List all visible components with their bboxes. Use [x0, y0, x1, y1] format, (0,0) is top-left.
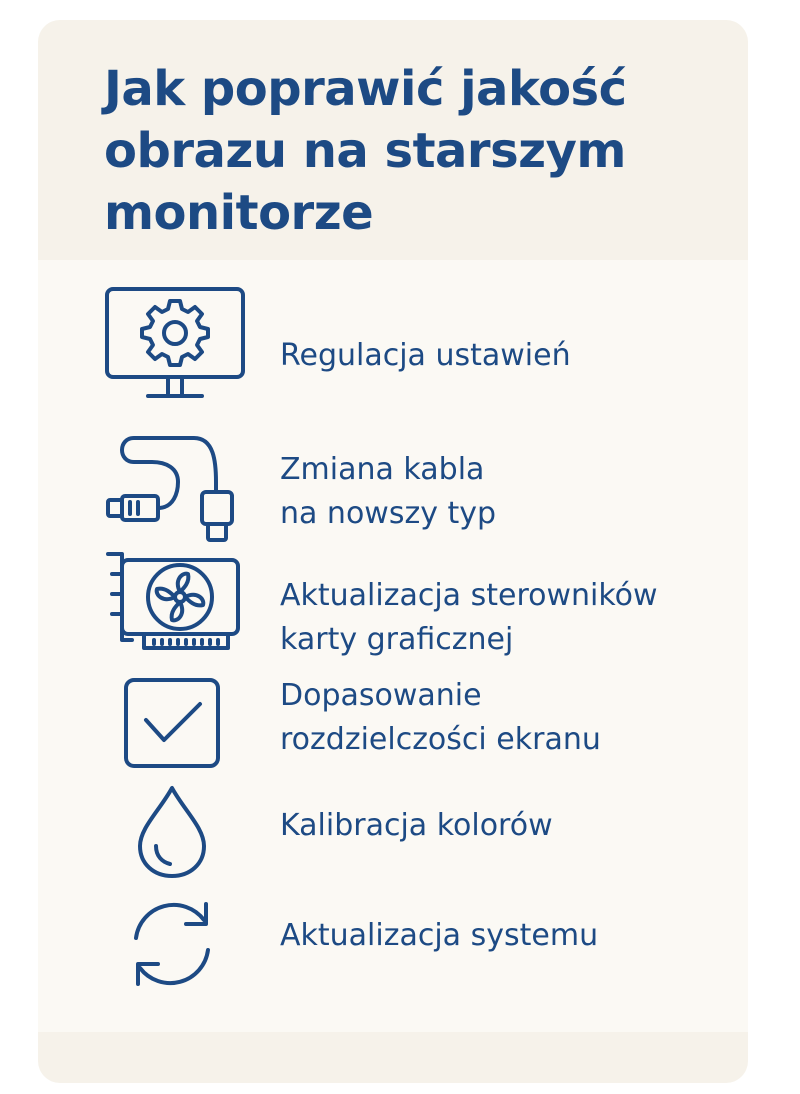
checkbox-icon: [104, 674, 244, 774]
item-label: Zmiana kabla na nowszy typ: [280, 452, 497, 531]
item-label: Aktualizacja sterowników karty graficznej: [280, 578, 658, 657]
graphics-card-icon: [104, 550, 244, 654]
item-label: Kalibracja kolorów: [280, 808, 553, 843]
list-item-system: [38, 894, 748, 1002]
list-item-colors: [38, 784, 748, 884]
droplet-icon: [104, 784, 244, 880]
list-item-cable: [38, 432, 748, 542]
item-label: Aktualizacja systemu: [280, 918, 599, 953]
refresh-icon: [104, 894, 244, 994]
title-line-1: Jak poprawić jakość: [104, 61, 627, 117]
title-line-3: monitorze: [104, 185, 374, 241]
cable-icon: [104, 432, 244, 542]
list-item-resolution: [38, 674, 748, 784]
list-item-drivers: [38, 550, 748, 658]
item-label: Dopasowanie rozdzielczości ekranu: [280, 678, 601, 757]
page-title: [104, 58, 704, 244]
item-label: Regulacja ustawień: [280, 338, 571, 373]
info-card: [38, 20, 748, 1083]
list-item-settings: [38, 286, 748, 410]
title-line-2: obrazu na starszym: [104, 123, 626, 179]
monitor-gear-icon: [104, 286, 246, 410]
